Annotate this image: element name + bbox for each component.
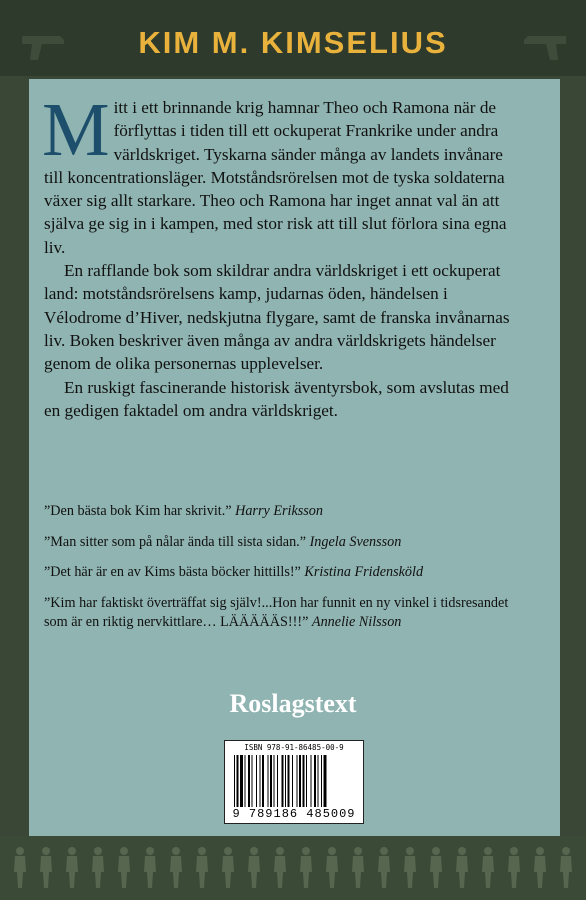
barcode-number: 9 789186 485009 xyxy=(232,807,356,821)
soldier-silhouette-icon xyxy=(326,847,338,888)
soldier-silhouette-icon xyxy=(378,847,390,888)
barcode-bars xyxy=(234,755,354,807)
soldier-silhouette-icon xyxy=(40,847,52,888)
soldier-silhouettes xyxy=(0,842,586,892)
barcode-bar xyxy=(324,755,327,807)
review-quote xyxy=(44,594,519,633)
soldier-silhouette-icon xyxy=(66,847,78,888)
barcode-bar xyxy=(311,755,312,807)
soldier-silhouette-icon xyxy=(404,847,416,888)
soldier-silhouette-icon xyxy=(170,847,182,888)
barcode-bar xyxy=(256,755,257,807)
barcode-bar xyxy=(314,755,316,807)
soldier-silhouette-icon xyxy=(144,847,156,888)
barcode-bar xyxy=(306,755,307,807)
quote-author: Harry Eriksson xyxy=(235,503,323,519)
barcode-bar xyxy=(277,755,278,807)
barcode-bar xyxy=(292,755,293,807)
barcode xyxy=(224,740,364,824)
publisher-name: Roslagstext xyxy=(229,689,357,718)
review-quote xyxy=(44,502,519,522)
barcode-bar xyxy=(252,755,253,807)
quote-author: Kristina Fridensköld xyxy=(304,564,424,580)
blurb xyxy=(42,88,524,422)
quote-text: ”Man sitter som på nålar ända till sista sidan.” xyxy=(44,533,307,550)
soldier-silhouette-icon xyxy=(430,847,442,888)
soldier-silhouette-icon xyxy=(118,847,130,888)
quote-author: Ingela Svensson xyxy=(309,533,402,550)
barcode-bar xyxy=(285,755,286,807)
barcode-bar xyxy=(297,755,298,807)
barcode-bar xyxy=(321,755,322,807)
blurb-paragraph-1 xyxy=(42,88,524,259)
barcode-bar xyxy=(274,755,275,807)
review-quote xyxy=(44,533,519,553)
barcode-bar xyxy=(270,755,272,807)
soldier-silhouette-icon xyxy=(300,847,312,888)
quote-author: Annelie Nilsson xyxy=(311,614,402,630)
soldier-silhouette-icon xyxy=(92,847,104,888)
drop-cap: M xyxy=(42,88,110,172)
quote-text: ”Det här är en av Kims bästa böcker hittills!” xyxy=(44,564,301,580)
blurb-text-1: itt i ett brinnande krig hamnar Theo och Ramona när de förflyttas i tiden till ett ockuperat Frankrike under andra världskriget. Tyskarna sänder många av landets invånare till koncentrationsläger. Motståndsrörelsen mot de tyska soldaterna växer sig allt starkare. Theo och Ramona har inget annat val än att själva ge sig in i kampen, med stor risk att till slut förlora sina egna liv. xyxy=(44,98,507,257)
blurb-paragraph-3: En ruskigt fascinerande historisk äventyrsbok, som avslutas med en gedigen faktadel om andra världskriget. xyxy=(44,377,509,420)
barcode-bar xyxy=(303,755,305,807)
barcode-bar xyxy=(245,755,246,807)
barcode-bar xyxy=(282,755,284,807)
barcode-bar xyxy=(240,755,243,807)
review-quotes xyxy=(44,502,519,644)
soldier-silhouette-icon xyxy=(248,847,260,888)
soldier-silhouette-icon xyxy=(196,847,208,888)
soldier-silhouette-icon xyxy=(222,847,234,888)
isbn-label: ISBN 978-91-86485-00-9 xyxy=(244,743,344,752)
barcode-bar xyxy=(248,755,250,807)
barcode-bar xyxy=(262,755,264,807)
barcode-bar xyxy=(234,755,235,807)
soldier-silhouette-icon xyxy=(560,847,572,888)
soldier-silhouette-icon xyxy=(534,847,546,888)
author-name: KIM M. KIMSELIUS xyxy=(138,25,448,60)
blurb-paragraph-2: En rafflande bok som skildrar andra världskriget i ett ockuperat land: motståndsrörelsens kamp, judarnas öden, händelsen i Vélodrome d’Hiver, nedskjutna flygare, samt de franska invånarnas liv. Boken beskriver även många av andra världskrigets händelser genom de olika personernas upplevelser. xyxy=(44,261,510,374)
soldier-silhouette-icon xyxy=(456,847,468,888)
barcode-bar xyxy=(237,755,239,807)
soldier-silhouette-icon xyxy=(508,847,520,888)
barcode-bar xyxy=(318,755,319,807)
barcode-bar xyxy=(299,755,301,807)
soldier-silhouette-icon xyxy=(482,847,494,888)
soldier-silhouette-icon xyxy=(274,847,286,888)
barcode-bar xyxy=(260,755,261,807)
barcode-bar xyxy=(268,755,269,807)
soldier-silhouette-icon xyxy=(14,847,26,888)
barcode-bar xyxy=(288,755,290,807)
review-quote xyxy=(44,563,519,583)
quote-text: ”Den bästa bok Kim har skrivit.” xyxy=(44,503,232,519)
quote-text: ”Kim har faktiskt överträffat sig själv!...Hon har funnit en ny vinkel i tidsresandet som är en riktig nervkittlare… LÄÄÄÄÄS!!!” xyxy=(44,594,509,630)
soldier-silhouette-icon xyxy=(352,847,364,888)
